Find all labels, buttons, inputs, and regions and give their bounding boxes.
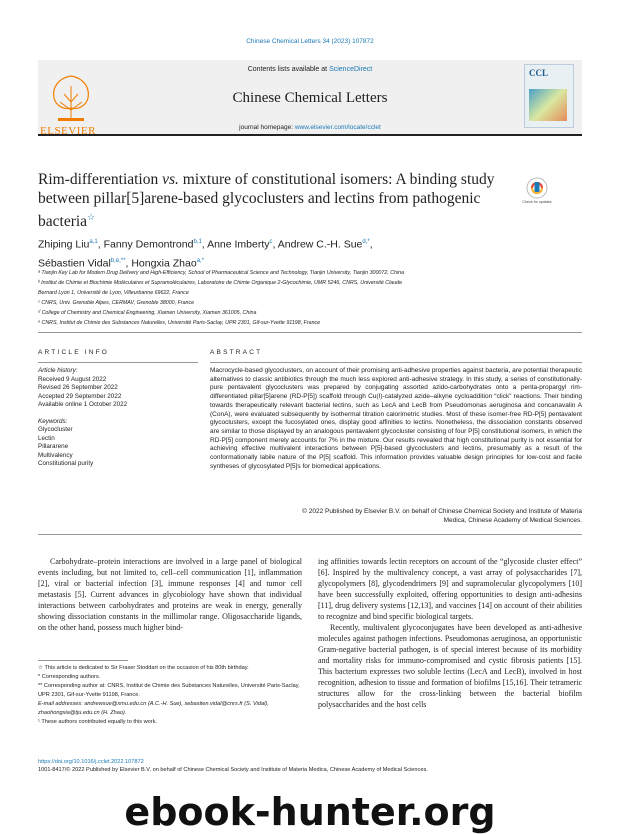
- keyword-item: Pillararene: [38, 443, 69, 450]
- affiliation-line: ᵈ College of Chemistry and Chemical Engineering, Xiamen University, Xiamen 361005, China: [38, 310, 257, 316]
- footnote: E-mail addresses: andrewsue@xmu.edu.cn (A.C.-H. Sue), sebastien.vidal@cnrs.fr (S. Vidal), zhaohongxia@tju.edu.cn (H. Zhao).: [38, 701, 269, 716]
- contents-prefix: Contents lists available at: [247, 66, 330, 73]
- journal-title: Chinese Chemical Letters: [232, 90, 388, 106]
- author-list: [38, 234, 538, 271]
- footnote: ¹ These authors contributed equally to this work.: [38, 719, 157, 725]
- history-item: Available online 1 October 2022: [38, 401, 128, 408]
- author-affiliation-sup[interactable]: a,1: [89, 239, 98, 245]
- publisher-name: ELSEVIER: [40, 125, 96, 137]
- body-column-left: [38, 556, 302, 633]
- issn-line: 1001-8417/© 2022 Published by Elsevier B.V. on behalf of Chinese Chemical Society and Institute of Materia Medica, Chinese Academy of Medical Sciences.: [38, 767, 428, 773]
- section-divider: [38, 534, 582, 535]
- abstract-divider: [210, 362, 582, 363]
- copyright-line-2: Medica, Chinese Academy of Medical Sciences.: [443, 516, 582, 524]
- abstract-heading: ABSTRACT: [210, 349, 263, 356]
- cover-artwork: [529, 89, 567, 121]
- author-affiliation-sup[interactable]: a,*: [196, 257, 205, 264]
- body-column-right: [318, 556, 582, 710]
- keyword-item: Constitutional purity: [38, 460, 94, 467]
- homepage-prefix: journal homepage:: [239, 124, 295, 131]
- history-item: Revised 26 September 2022: [38, 384, 118, 391]
- article-info-divider: [38, 362, 198, 363]
- watermark: ebook-hunter.org: [124, 790, 496, 834]
- author-name[interactable]: Hongxia Zhao: [131, 257, 197, 269]
- author-name[interactable]: Fanny Demontrond: [103, 238, 194, 251]
- footnote: ☆ This article is dedicated to Sir Fraser Stoddart on the occasion of his 80th birthday.: [38, 665, 249, 671]
- section-divider: [38, 332, 582, 333]
- author-affiliation-sup[interactable]: d,*: [362, 239, 370, 245]
- history-item: Received 9 August 2022: [38, 375, 107, 383]
- affiliation-line: ᵇ Institut de Chimie et Biochimie Moléculaires et Supramoléculaires, Laboratoire de Chimie Organique 2-Glycochimie, UMR 5246, CNRS, Université Claude: [38, 280, 403, 286]
- keyword-item: Glycocluster: [38, 426, 73, 433]
- author-name[interactable]: Andrew C.-H. Sue: [277, 238, 363, 251]
- copyright-line-1: © 2022 Published by Elsevier B.V. on behalf of Chinese Chemical Society and Institute of Materia: [302, 508, 582, 515]
- affiliation-line: ᶜ CNRS, Univ. Grenoble Alpes, CERMAV, Grenoble 38000, France: [38, 300, 195, 306]
- running-head[interactable]: Chinese Chemical Letters 34 (2023) 107872: [246, 38, 374, 45]
- body-paragraph: Recently, multivalent glycoconjugates have been developed as anti-adhesive molecules against pathogen infections. Pseudomonas aeruginosa, an opportunistic Gram-negative bacterial pathogen, is of special interest because of its morbidity and mortality risks for immuno-compromised and cystic fibrosis patients [15]. This bacterium expresses two soluble lectins (LecA and LecB), involved in host recognition, adhesion to tissue and formation of biofilms [15,16]. Their tetrameric structures allow for the cross-linking between the bacterial biofilm polysaccharides and the host cells: [318, 623, 582, 709]
- history-item: Accepted 29 September 2022: [38, 392, 122, 400]
- keyword-item: Lectin: [38, 434, 55, 442]
- abstract-text: Macrocycle-based glycoclusters, on account of their promising anti-adhesive properties against bacteria, are potential therapeutic alternatives to classic antibiotics through the much less explored anti-adhesive strategy. In this study, a series of constitutionally-pure pentavalent glycoclusters was prepared by conjugating assorted azido-carbohydrates onto a penta-propargyl rim-differentiated pillar[5]arene (RD-P[5]) scaffold through Cu(I)-catalyzed azide–alkyne cycloaddition “click” reactions. Their binding towards therapeutically relevant bacterial lectins, such as LecA and LecB from Pseudomonas aeruginosa and concanavalin A (ConA), were evaluated subsequently by isothermal titration calorimetric studies. Most of these isomer-free RD-P[5] pentavalent glycoclusters, except the fucosylated ones, display good affinities to lectins. Nonetheless, the dissociation constants observed are similar to those displayed by an analogous pentavalent glycocluster consisting of four P[5] constitutional isomers, in which the RD-P[5] component merely accounts for 7% in the mixture. Our results revealed that high constitutional purity is not essential for achieving effective multivalent interactions between P[5]-based glycoclusters and lectins, presumably as a result of the conformationally labile nature of the P[5] scaffold. This information provides valuable design principles for low-cost and facile syntheses of glycosylated P[5]s for biomedical applications.: [210, 367, 582, 470]
- affiliation-line: ᵉ CNRS, Institut de Chimie des Substances Naturelles, Université Paris-Saclay, UPR 2301, Gif-sur-Yvette 91198, France: [38, 320, 321, 326]
- sciencedirect-link[interactable]: ScienceDirect: [329, 66, 373, 73]
- article-info: [38, 367, 198, 469]
- author-line-1: Zhiping Liu$^{a,1}$, Fanny Demontrond$^{b,1}$, Anne Imberty$^c$, Andrew C.-H. Sue$^{d,*}$,: [38, 238, 373, 251]
- footnote: ** Corresponding author at: CNRS, Institut de Chimie des Substances Naturelles, Université Paris-Saclay, UPR 2301, Gif-sur-Yvette 91198, France.: [38, 683, 300, 698]
- affiliations: [38, 268, 578, 328]
- title-rest: mixture of constitutional isomers: A binding study between pillar[5]arene-based glycoclusters and lectins from pathogenic bacteria: [38, 171, 495, 231]
- affiliation-line: ᵃ Tianjin Key Lab for Modern Drug Delivery and High-Efficiency, School of Pharmaceutical Science and Technology, Tianjin University, Tianjin 300072, China: [38, 270, 405, 276]
- footnote: * Corresponding authors.: [38, 674, 101, 680]
- affiliation-line: Bernard Lyon 1, Université de Lyon, Villeurbanne 69622, France: [38, 290, 189, 296]
- article-info-heading: ARTICLE INFO: [38, 349, 110, 356]
- doi-block: [38, 758, 428, 774]
- footnote-divider: [38, 660, 128, 661]
- check-for-updates-label: Check for updates: [522, 200, 552, 204]
- author-affiliation-sup[interactable]: b,1: [193, 239, 202, 245]
- cover-title: CCL: [529, 68, 549, 78]
- journal-cover-thumbnail: [524, 64, 574, 128]
- keyword-item: Multivalency: [38, 451, 73, 459]
- footnotes: [38, 664, 302, 727]
- copyright-notice: [210, 508, 582, 525]
- doi-link[interactable]: https://doi.org/10.1016/j.cclet.2022.107872: [38, 759, 144, 765]
- author-name[interactable]: Anne Imberty: [207, 238, 270, 251]
- author-name[interactable]: Zhiping Liu: [38, 238, 90, 251]
- title-vs: vs.: [162, 171, 179, 188]
- article-title: [38, 170, 508, 231]
- title-footnote-mark[interactable]: ☆: [87, 212, 96, 222]
- check-for-updates-icon[interactable]: [522, 176, 552, 208]
- author-line-2: Sébastien Vidal$^{b,e,**}$, Hongxia Zhao$^{a,*}$: [38, 257, 205, 269]
- author-name[interactable]: Sébastien Vidal: [38, 257, 111, 269]
- author-affiliation-sup[interactable]: c: [269, 239, 273, 245]
- title-main: Rim-differentiation: [38, 171, 163, 188]
- body-paragraph: ing affinities towards lectin receptors on account of the “glycoside cluster effect” [6]. Inspired by the multivalency concept, a vast array of polysaccharides [7], glycopolymers [8], glycodendrimers [9] and supramolecular glycopolymers [10] have been successfully exploited, offering opportunities to design anti-adhesins [11], drug delivery systems [12,13], and vaccines [14] on account of their abilities to recognize and bind specific biological targets.: [318, 557, 582, 621]
- body-paragraph: Carbohydrate–protein interactions are involved in a large panel of biological events including, but not limited to, cell–cell communication [1], inflammation [2], viral or bacterial infection [3], immune responses [4] and tumor cell metastasis [5]. Current advances in glycobiology have shown that individual interactions between carbohydrates and proteins are weak in energy, generally showing dissociation constants in the millimolar range. Oligosaccharide ligands, on the other hand, possess much higher bind-: [38, 557, 302, 632]
- history-label: Article history:: [38, 367, 78, 374]
- homepage-link[interactable]: www.elsevier.com/locate/cclet: [294, 124, 381, 131]
- keywords-label: Keywords:: [38, 417, 68, 425]
- author-affiliation-sup[interactable]: b,e,**: [110, 257, 126, 264]
